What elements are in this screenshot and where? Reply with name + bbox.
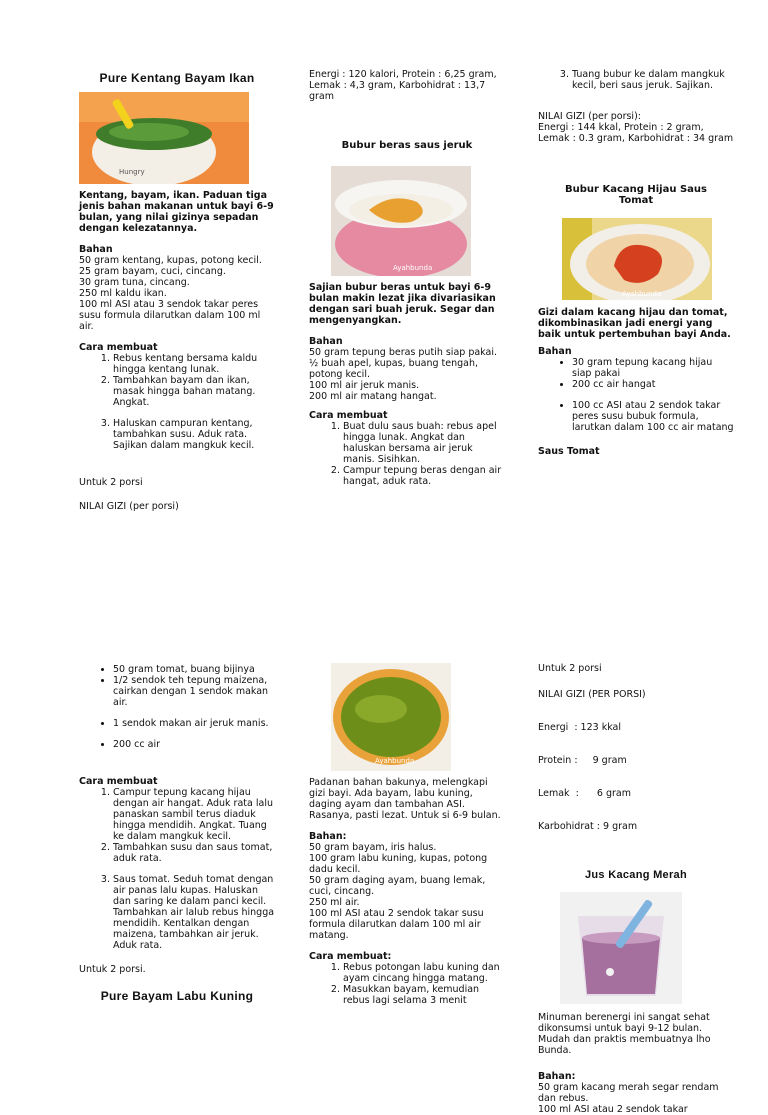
step-item: 2. Masukkan bayam, kemudian rebus lagi selama 3 menit bbox=[343, 984, 505, 1006]
cara-label: Cara membuat bbox=[79, 776, 158, 787]
step-item: 3. Saus tomat. Seduh tomat dengan air panas lalu kupas. Haluskan dan saring ke dalam panci kecil. Tambahkan air lalub rebus hingga mendidih. Kentalkan dengan maizena, tambahkan air jeruk. Aduk rata. bbox=[113, 874, 275, 951]
watermark-text: Ayahbunda bbox=[375, 757, 415, 765]
steps-list bbox=[309, 421, 505, 487]
recipe-intro: Minuman berenergi ini sangat sehat dikonsumsi untuk bayi 9-12 bulan. Mudah dan praktis membuatnya lho Bunda. bbox=[538, 1012, 711, 1056]
bahan-item: • 100 cc ASI atau 2 sendok takar peres susu bubuk formula, larutkan dalam 100 cc air matang bbox=[572, 400, 734, 433]
bahan-list bbox=[538, 357, 734, 433]
recipe-saus-tomat-cont bbox=[79, 664, 275, 1002]
cara-label: Cara membuat: bbox=[309, 951, 392, 962]
step-item: 2. Campur tepung beras dengan air hangat, aduk rata. bbox=[343, 465, 505, 487]
recipe-intro: Gizi dalam kacang hijau dan tomat, dikombinasikan jadi energi yang baik untuk pertembuhan bayi Anda. bbox=[538, 307, 731, 340]
nilai-gizi-label: NILAI GIZI (per porsi) bbox=[79, 501, 179, 512]
step-item: 3. Haluskan campuran kentang, tambahkan susu. Aduk rata. Sajikan dalam mangkuk kecil. bbox=[113, 418, 275, 451]
nilai-gizi-table bbox=[538, 700, 734, 854]
recipe-jus-kacang-merah bbox=[538, 663, 734, 1115]
next-recipe-title: Pure Bayam Labu Kuning bbox=[100, 989, 254, 1003]
steps-list bbox=[309, 962, 505, 1006]
porsi-text: Untuk 2 porsi bbox=[538, 663, 602, 674]
recipe-intro: Padanan bahan bakunya, melengkapi gizi bayi. Ada bayam, labu kuning, daging ayam dan tambahan ASI. Rasanya, pasti lezat. Untuk si 6-9 bulan. bbox=[309, 777, 501, 821]
bahan-label: Bahan bbox=[309, 336, 343, 347]
pumpkin-soup-image bbox=[331, 663, 451, 771]
bahan-label: Bahan: bbox=[538, 1071, 576, 1082]
bahan-label: Bahan: bbox=[309, 831, 347, 842]
bahan-text: 50 gram bayam, iris halus. 100 gram labu kuning, kupas, potong dadu kecil. 50 gram daging ayam, buang lemak, cuci, cincang. 250 ml air. 100 ml ASI atau 2 sendok takar susu formula dilarutkan dalam 100 ml air matang. bbox=[309, 842, 488, 941]
bahan-item: • 30 gram tepung kacang hijau siap pakai bbox=[572, 357, 734, 379]
recipe-pure-bayam-labu bbox=[309, 663, 505, 1006]
steps-list bbox=[538, 69, 734, 91]
recipe-pure-kentang bbox=[79, 68, 275, 512]
nilai-row: Karbohidrat : 9 gram bbox=[538, 821, 638, 832]
bahan-text: 50 gram kentang, kupas, potong kecil. 25 gram bayam, cuci, cincang. 30 gram tuna, cincang. 250 ml kaldu ikan. 100 ml ASI atau 3 sendok takar peres susu formula dilarutkan dalam 100 ml air. bbox=[79, 255, 262, 332]
step-item: 1. Buat dulu saus buah: rebus apel hingga lunak. Angkat dan haluskan bersama air jeruk manis. Sisihkan. bbox=[343, 421, 505, 465]
step-item: 2. Tambahkan susu dan saus tomat, aduk rata. bbox=[113, 842, 275, 864]
nilai-row: Protein : 9 gram bbox=[538, 755, 627, 766]
bean-juice-image bbox=[560, 892, 682, 1004]
step-item: 3. Tuang bubur ke dalam mangkuk kecil, beri saus jeruk. Sajikan. bbox=[572, 69, 734, 91]
mung-bean-porridge-image bbox=[562, 218, 712, 300]
recipe-title: Bubur Kacang Hijau Saus Tomat bbox=[565, 184, 707, 206]
porsi-text: Untuk 2 porsi bbox=[79, 477, 143, 488]
recipe-title: Pure Kentang Bayam Ikan bbox=[99, 71, 255, 85]
watermark-text: Ayahbunda bbox=[393, 264, 433, 272]
bahan-item: • 1/2 sendok teh tepung maizena, cairkan dengan 1 sendok makan air. bbox=[113, 675, 275, 708]
nilai-row: Energi : 123 kkal bbox=[538, 722, 621, 733]
bahan-text: 50 gram kacang merah segar rendam dan rebus. 100 ml ASI atau 2 sendok takar bbox=[538, 1082, 719, 1115]
recipe-intro: Kentang, bayam, ikan. Paduan tiga jenis bahan makanan untuk bayi 6-9 bulan, yang nilai gizinya sepadan dengan kelezatannya. bbox=[79, 190, 274, 234]
cara-label: Cara membuat bbox=[309, 410, 388, 421]
bahan-item: • 200 cc air bbox=[113, 739, 275, 750]
recipe-title: Jus Kacang Merah bbox=[584, 869, 687, 881]
recipe-bubur-kacang-hijau bbox=[538, 69, 734, 457]
bahan-item: • 50 gram tomat, buang bijinya bbox=[113, 664, 275, 675]
bahan-item: • 1 sendok makan air jeruk manis. bbox=[113, 718, 275, 729]
bahan-label: Bahan bbox=[538, 346, 572, 357]
step-item: 1. Campur tepung kacang hijau dengan air hangat. Aduk rata lalu panaskan sambil terus diaduk hingga mendidih. Angkat. Tuang ke dalam mangkuk kecil. bbox=[113, 787, 275, 842]
step-item: 2. Tambahkan bayam dan ikan, masak hingga bahan matang. Angkat. bbox=[113, 375, 275, 408]
recipe-intro: Sajian bubur beras untuk bayi 6-9 bulan makin lezat jika divariasikan dengan sari buah jeruk. Segar dan mengenyangkan. bbox=[309, 282, 496, 326]
watermark-text: Ayahbunda bbox=[622, 290, 662, 298]
nutrition-text: Energi : 120 kalori, Protein : 6,25 gram, Lemak : 4,3 gram, Karbohidrat : 13,7 gram bbox=[309, 69, 497, 102]
nilai-gizi-text: NILAI GIZI (per porsi): Energi : 144 kkal, Protein : 2 gram, Lemak : 0.3 gram, Karbohidrat : 34 gram bbox=[538, 111, 734, 144]
nilai-row: Lemak : 6 gram bbox=[538, 788, 631, 799]
steps-list bbox=[79, 353, 275, 451]
spinach-bowl-image bbox=[79, 92, 249, 184]
bahan-label: Bahan bbox=[79, 244, 113, 255]
step-item: 1. Rebus kentang bersama kaldu hingga kentang lunak. bbox=[113, 353, 275, 375]
bahan-list bbox=[79, 664, 275, 750]
steps-list bbox=[79, 787, 275, 951]
bahan-item: • 200 cc air hangat bbox=[572, 379, 734, 390]
step-item: 1. Rebus potongan labu kuning dan ayam cincang hingga matang. bbox=[343, 962, 505, 984]
recipe-bubur-beras bbox=[309, 69, 505, 487]
recipe-title: Bubur beras saus jeruk bbox=[341, 140, 473, 151]
cara-label: Cara membuat bbox=[79, 342, 158, 353]
nilai-gizi-label: NILAI GIZI (PER PORSI) bbox=[538, 689, 646, 700]
bowl-print-text: Hungry bbox=[119, 168, 145, 176]
bahan-text: 50 gram tepung beras putih siap pakai. ½ buah apel, kupas, buang tengah, potong kecil. 100 ml air jeruk manis. 200 ml air matang hangat. bbox=[309, 347, 497, 402]
saus-label: Saus Tomat bbox=[538, 446, 600, 457]
porsi-text: Untuk 2 porsi. bbox=[79, 964, 146, 975]
rice-porridge-image bbox=[331, 166, 471, 276]
